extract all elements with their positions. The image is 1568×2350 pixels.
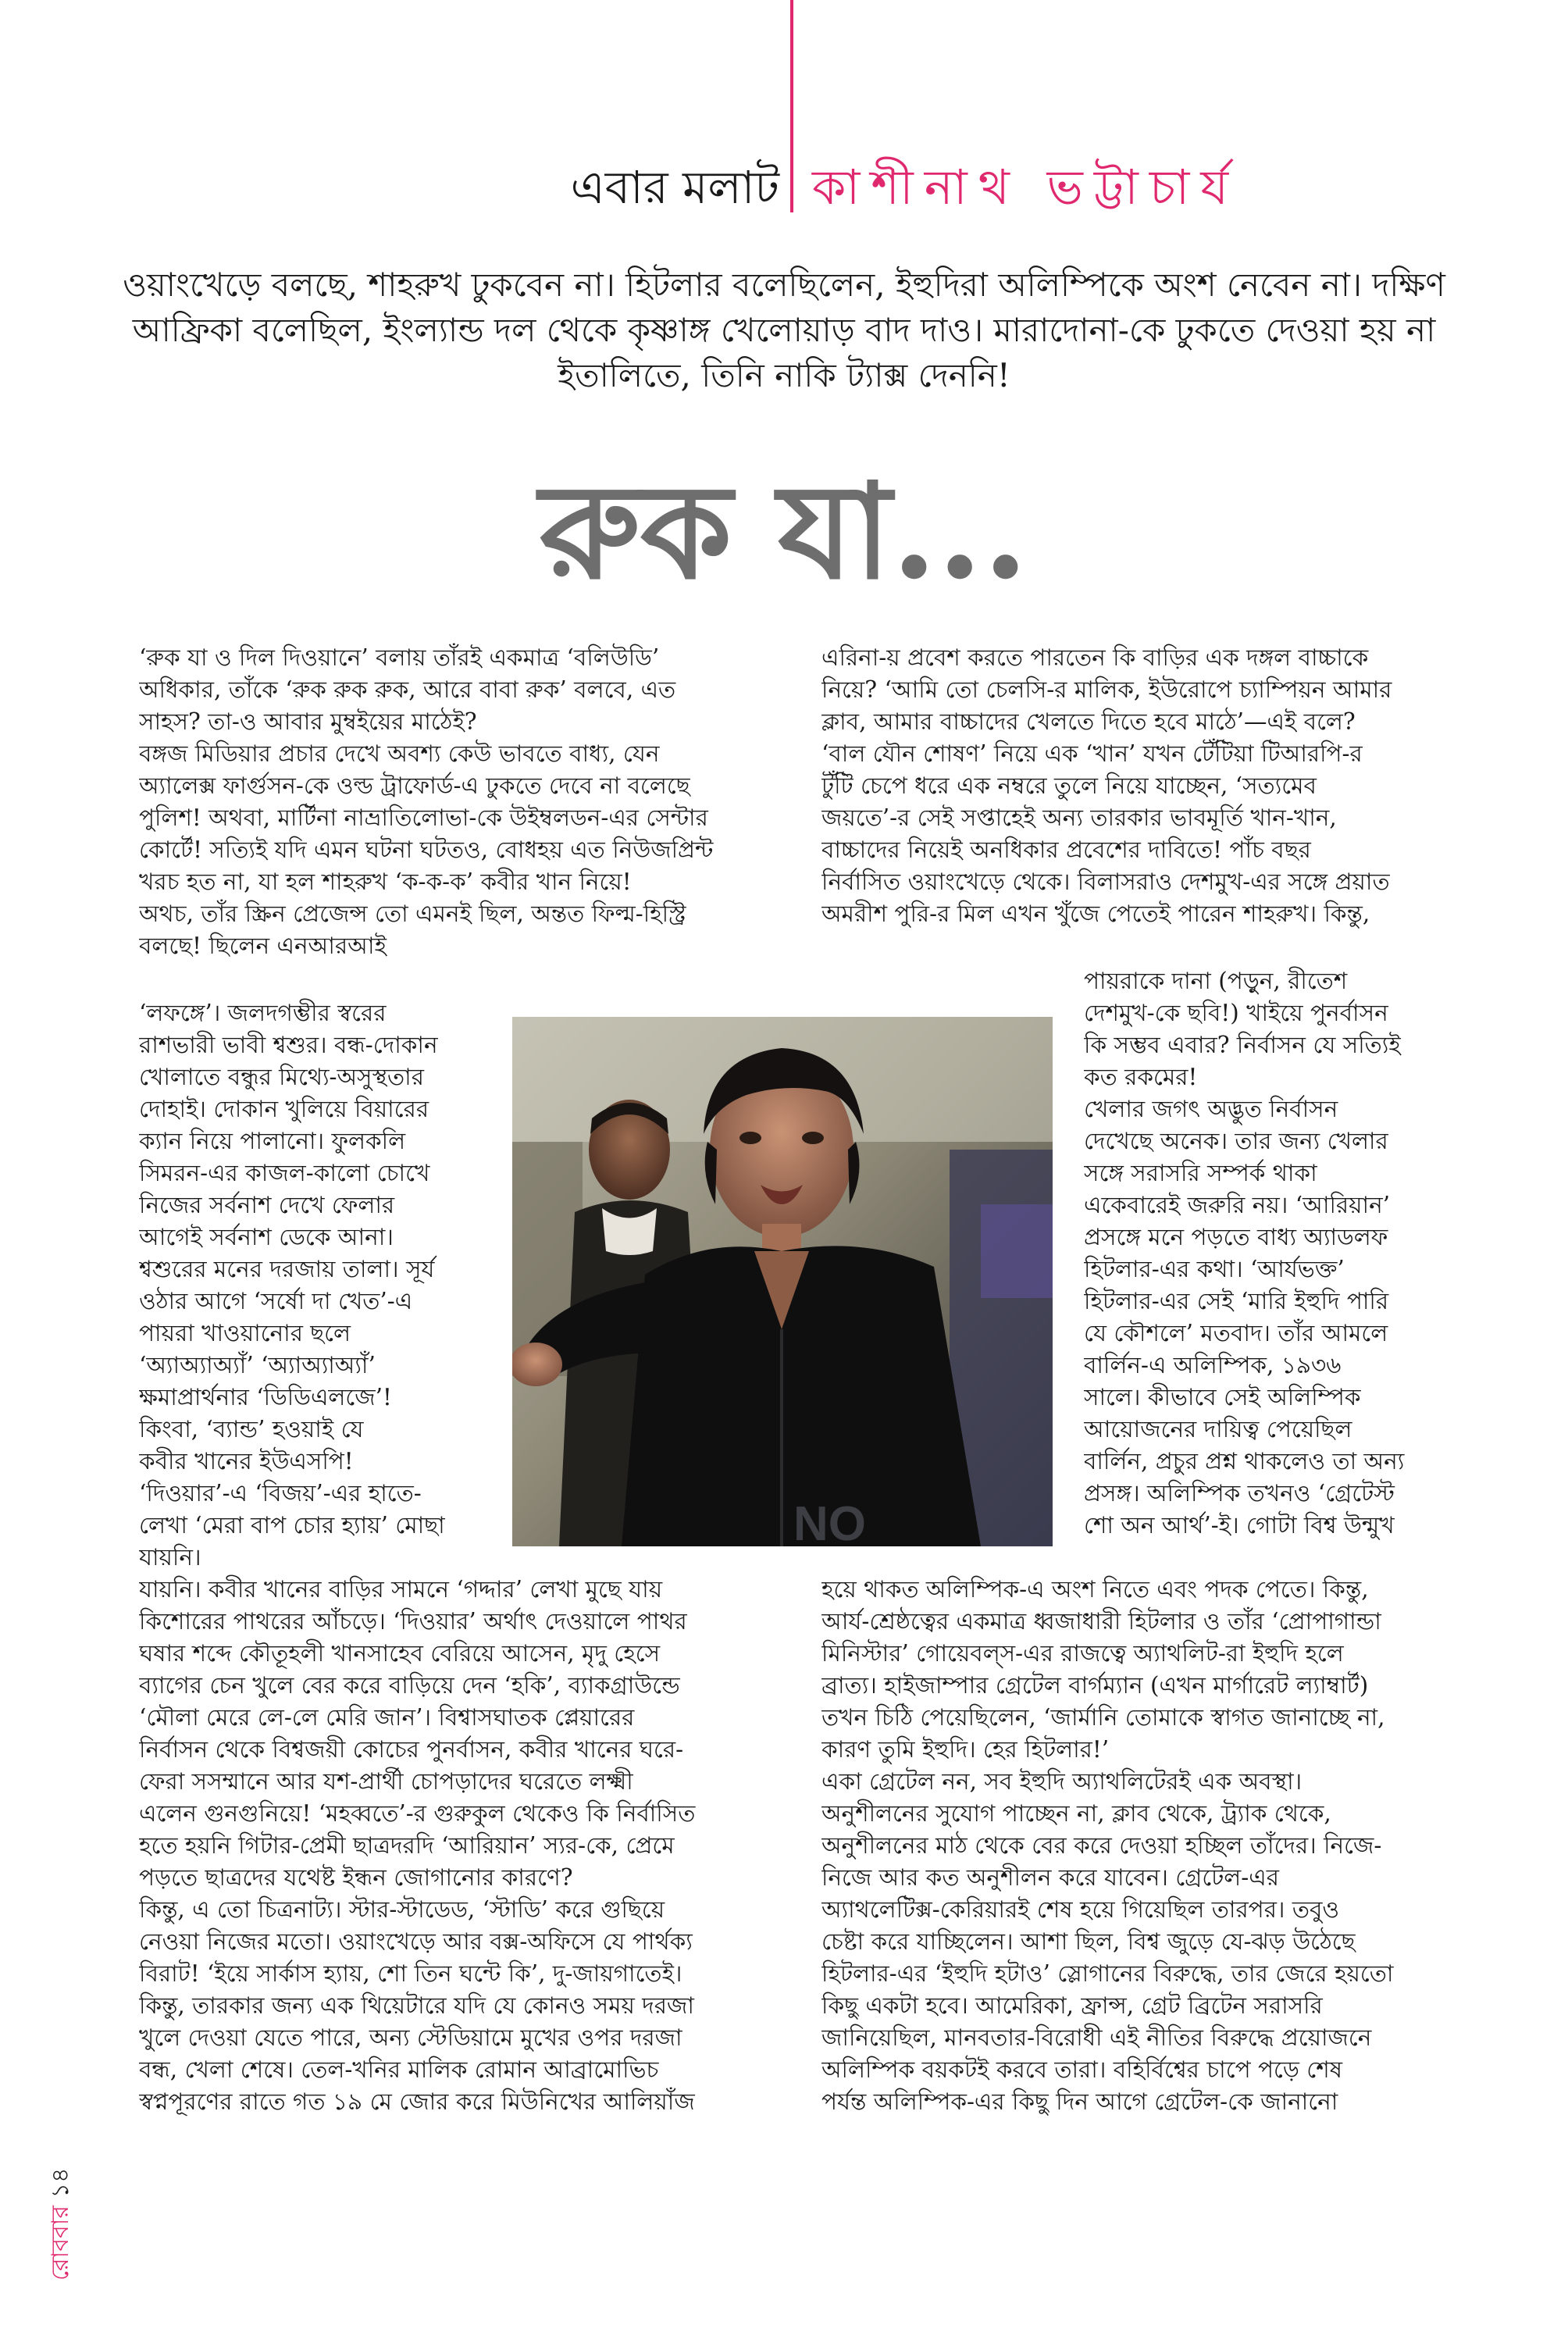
text-line: কিন্তু, তারকার জন্য এক থিয়েটারে যদি যে কোনও সময় দরজা — [139, 1992, 694, 2019]
text-line: অনুশীলনের মাঠ থেকে বের করে দেওয়া হচ্ছিল তাঁদের। নিজে- — [821, 1832, 1382, 1859]
column-right-bottom — [821, 1574, 1454, 2118]
text-line: হিটলার-এর সেই ‘মারি ইহুদি পারি — [1084, 1288, 1389, 1314]
text-line: সঙ্গে সরাসরি সম্পর্ক থাকা — [1084, 1160, 1317, 1186]
text-line: বার্লিন-এ অলিম্পিক, ১৯৩৬ — [1084, 1352, 1342, 1378]
text-line: কিংবা, ‘ব্যান্ড’ হওয়াই যে — [139, 1416, 364, 1442]
page-number: ১৪ — [47, 2167, 74, 2198]
text-line: ‘লফঙ্গে’। জলদগম্ভীর স্বরের — [139, 1000, 387, 1026]
text-line: দোহাই। দোকান খুলিয়ে বিয়ারের — [139, 1096, 429, 1122]
text-line: পায়রা খাওয়ানোর ছলে — [139, 1320, 351, 1346]
text-line: ‘দিওয়ার’-এ ‘বিজয়’-এর হাতে- — [139, 1480, 422, 1507]
text-line: আয়োজনের দায়িত্ব পেয়েছিল — [1084, 1416, 1352, 1442]
text-line: এলেন গুনগুনিয়ে! ‘মহব্বতে’-র গুরুকুল থেকেও কি নির্বাসিত — [139, 1800, 696, 1827]
text-line: যায়নি। কবীর খানের বাড়ির সামনে ‘গদ্দার’ লেখা মুছে যায় — [139, 1576, 663, 1603]
text-line: নিজের সর্বনাশ দেখে ফেলার — [139, 1192, 395, 1218]
text-line: চেষ্টা করে যাচ্ছিলেন। আশা ছিল, বিশ্ব জুড়ে যে-ঝড় উঠেছে — [821, 1928, 1356, 1955]
text-line: নির্বাসিত ওয়াংখেড়ে থেকে। বিলাসরাও দেশমুখ-এর সঙ্গে প্রয়াত — [821, 868, 1390, 895]
column-right-top — [821, 642, 1446, 930]
text-line: বিরাট! ‘ইয়ে সার্কাস হ্যায়, শো তিন ঘন্টে কি’, দু-জায়গাতেই। — [139, 1960, 682, 1987]
text-line: ক্যান নিয়ে পালানো। ফুলকলি — [139, 1128, 406, 1154]
intro-line: ইতালিতে, তিনি নাকি ট্যাক্স দেননি! — [558, 356, 1010, 394]
text-line: অধিকার, তাঁকে ‘রুক রুক রুক, আরে বাবা রুক’ বলবে, এত — [139, 676, 676, 703]
text-line: ‘রুক যা ও দিল দিওয়ানে’ বলায় তাঁরই একমাত্র ‘বলিউডি’ — [139, 644, 660, 671]
text-line: ঘষার শব্দে কৌতূহলী খানসাহেব বেরিয়ে আসেন, মৃদু হেসে — [139, 1640, 661, 1667]
text-line: পুলিশ! অথবা, মার্টিনা নাভ্রাতিলোভা-কে উইম্বলডন-এর সেন্টার — [139, 804, 708, 831]
text-line: বন্ধ, খেলা শেষে। তেল-খনির মালিক রোমান আব্রামোভিচ — [139, 2056, 659, 2083]
text-line: এরিনা-য় প্রবেশ করতে পারতেন কি বাড়ির এক দঙ্গল বাচ্চাকে — [821, 644, 1369, 671]
text-line: ‘বাল যৌন শোষণ’ নিয়ে এক ‘খান’ যখন টেঁটিয়া টিআরপি-র — [821, 740, 1363, 767]
page-footer — [45, 2093, 77, 2288]
text-line: বঙ্গজ মিডিয়ার প্রচার দেখে অবশ্য কেউ ভাবতে বাধ্য, যেন — [139, 740, 660, 767]
text-line: ‘অ্যাঅ্যাঅ্যাঁ’ ‘অ্যাঅ্যাঅ্যাঁ’ — [139, 1352, 376, 1378]
text-line: নির্বাসন থেকে বিশ্বজয়ী কোচের পুনর্বাসন, কবীর খানের ঘরে- — [139, 1736, 684, 1763]
text-line: সালে। কীভাবে সেই অলিম্পিক — [1084, 1384, 1361, 1410]
text-line: স্বপ্নপূরণের রাতে গত ১৯ মে জোর করে মিউনিখের আলিয়াঁজ — [139, 2088, 695, 2115]
text-line: আর্য-শ্রেষ্ঠত্বের একমাত্র ধ্বজাধারী হিটলার ও তাঁর ‘প্রোপাগান্ডা — [821, 1608, 1381, 1635]
intro-standfirst — [117, 262, 1451, 398]
text-line: খুলে দেওয়া যেতে পারে, অন্য স্টেডিয়ামে মুখের ওপর দরজা — [139, 2024, 682, 2051]
text-line: অথচ, তাঁর স্ক্রিন প্রেজেন্স তো এমনই ছিল, অন্তত ফিল্ম-হিস্ট্রি — [139, 900, 686, 927]
text-line: ক্লাব, আমার বাচ্চাদের খেলতে দিতে হবে মাঠে’—এই বলে? — [821, 708, 1356, 735]
text-line: জয়তে’-র সেই সপ্তাহেই অন্য তারকার ভাবমূর্তি খান-খান, — [821, 804, 1337, 831]
header — [0, 160, 1568, 215]
column-right-side — [1084, 965, 1451, 1542]
text-line: কিন্তু, এ তো চিত্রনাট্য। স্টার-স্টাডেড, ‘স্টাডি’ করে গুছিয়ে — [139, 1896, 665, 1923]
text-line: কত রকমের! — [1084, 1064, 1198, 1090]
intro-line: ওয়াংখেড়ে বলছে, শাহরুখ ঢুকবেন না। হিটলার বলেছিলেন, ইহুদিরা অলিম্পিকে অংশ নেবেন না। দক্ষিণ — [123, 266, 1445, 304]
text-line: লেখা ‘মেরা বাপ চোর হ্যায়’ মোছা — [139, 1512, 445, 1539]
text-line: দেশমুখ-কে ছবি!) খাইয়ে পুনর্বাসন — [1084, 1000, 1388, 1026]
text-line: সিমরন-এর কাজল-কালো চোখে — [139, 1160, 430, 1186]
text-line: তখন চিঠি পেয়েছিলেন, ‘জার্মানি তোমাকে স্বাগত জানাচ্ছে না, — [821, 1704, 1385, 1731]
text-line: খেলার জগৎ অদ্ভুত নির্বাসন — [1084, 1096, 1338, 1122]
column-left-top — [139, 642, 787, 962]
text-line: হিটলার-এর কথা। ‘আর্যভক্ত’ — [1084, 1256, 1345, 1282]
magazine-name: রোববার — [47, 2206, 74, 2280]
text-line: প্রসঙ্গে মনে পড়তে বাধ্য অ্যাডলফ — [1084, 1224, 1388, 1250]
text-line: খোলাতে বন্ধুর মিথ্যে-অসুস্থতার — [139, 1064, 424, 1090]
text-line: কারণ তুমি ইহুদি। হের হিটলার!’ — [821, 1736, 1110, 1763]
text-line: মিনিস্টার’ গোয়েবল্‌স-এর রাজত্বে অ্যাথলিট-রা ইহুদি হলে — [821, 1640, 1344, 1667]
author-byline: কাশীনাথ ভট্টাচার্য — [812, 159, 1240, 216]
shirt-lettering: NO — [793, 1497, 866, 1546]
column-left-bottom — [139, 1574, 787, 2118]
text-line: হয়ে থাকত অলিম্পিক-এ অংশ নিতে এবং পদক পেতে। কিন্তু, — [821, 1576, 1369, 1603]
text-line: দেখেছে অনেক। তার জন্য খেলার — [1084, 1128, 1388, 1154]
text-line: ব্রাত্য। হাইজাম্পার গ্রেটেল বার্গম্যান (এখন মার্গারেট ল্যাম্বার্ট) — [821, 1672, 1369, 1699]
text-line: ক্ষমাপ্রার্থনার ‘ডিডিএলজে’! — [139, 1384, 392, 1410]
text-line: অ্যালেক্স ফার্গুসন-কে ওল্ড ট্রাফোর্ড-এ ঢুকতে দেবে না বলেছে — [139, 772, 690, 799]
text-line: অনুশীলনের সুযোগ পাচ্ছেন না, ক্লাব থেকে, ট্র্যাক থেকে, — [821, 1800, 1331, 1827]
article-headline: রুক যা... — [540, 454, 1028, 608]
text-line: কোর্টে! সত্যিই যদি এমন ঘটনা ঘটতও, বোধহয় এত নিউজপ্রিন্ট — [139, 836, 714, 863]
text-line: নিজে আর কত অনুশীলন করে যাবেন। গ্রেটেল-এর — [821, 1864, 1279, 1891]
text-line: টুঁটি চেপে ধরে এক নম্বরে তুলে নিয়ে যাচ্ছেন, ‘সত্যমেব — [821, 772, 1317, 799]
text-line: শো অন আর্থ’-ই। গোটা বিশ্ব উন্মুখ — [1084, 1512, 1395, 1539]
text-line: নিয়ে? ‘আমি তো চেলসি-র মালিক, ইউরোপে চ্যাম্পিয়ন আমার — [821, 676, 1392, 703]
text-line: অ্যাথলেটিক্স-কেরিয়ারই শেষ হয়ে গিয়েছিল তারপর। তবুও — [821, 1896, 1340, 1923]
text-line: রাশভারী ভাবী শ্বশুর। বন্ধ-দোকান — [139, 1032, 438, 1058]
text-line: বলছে! ছিলেন এনআরআই — [139, 933, 387, 959]
text-line: খরচ হত না, যা হল শাহরুখ ‘ক-ক-ক’ কবীর খান নিয়ে! — [139, 868, 632, 895]
text-line: যে কৌশলে’ মতবাদ। তাঁর আমলে — [1084, 1320, 1388, 1346]
text-line: পর্যন্ত অলিম্পিক-এর কিছু দিন আগে গ্রেটেল-কে জানানো — [821, 2088, 1338, 2115]
text-line: পড়তে ছাত্রদের যথেষ্ট ইন্ধন জোগানোর কারণে? — [139, 1864, 573, 1891]
text-line: কিশোরের পাথরের আঁচড়ে। ‘দিওয়ার’ অর্থাৎ দেওয়ালে পাথর — [139, 1608, 687, 1635]
text-line: ‘মৌলা মেরে লে-লে মেরি জান’। বিশ্বাসঘাতক প্লেয়ারের — [139, 1704, 635, 1731]
text-line: জানিয়েছিল, মানবতার-বিরোধী এই নীতির বিরুদ্ধে প্রয়োজনে — [821, 2024, 1372, 2051]
section-kicker: এবার মলাট — [570, 161, 779, 214]
text-line: সাহস? তা-ও আবার মুম্বইয়ের মাঠেই? — [139, 708, 477, 735]
text-line: প্রসঙ্গ। অলিম্পিক তখনও ‘গ্রেটেস্ট — [1084, 1480, 1395, 1507]
text-line: হিটলার-এর ‘ইহুদি হটাও’ স্লোগানের বিরুদ্ধে, তার জেরে হয়তো — [821, 1960, 1394, 1987]
text-line: কি সম্ভব এবার? নির্বাসন যে সত্যিই — [1084, 1032, 1401, 1058]
text-line: একেবারেই জরুরি নয়। ‘আরিয়ান’ — [1084, 1192, 1391, 1218]
text-line: অলিম্পিক বয়কটই করবে তারা। বহির্বিশ্বের চাপে পড়ে শেষ — [821, 2056, 1342, 2083]
text-line: ব্যাগের চেন খুলে বের করে বাড়িয়ে দেন ‘হকি’, ব্যাকগ্রাউন্ডে — [139, 1672, 680, 1699]
text-line: একা গ্রেটেল নন, সব ইহুদি অ্যাথলিটেরই এক অবস্থা। — [821, 1768, 1303, 1795]
text-line: পায়রাকে দানা (পড়ুন, রীতেশ — [1084, 968, 1348, 994]
text-line: আগেই সর্বনাশ ডেকে আনা। — [139, 1224, 394, 1250]
intro-line: আফ্রিকা বলেছিল, ইংল্যান্ড দল থেকে কৃষ্ণাঙ্গ খেলোয়াড় বাদ দাও। মারাদোনা-কে ঢুকতে দেওয়া হয় না — [132, 311, 1436, 349]
article-photo — [512, 1017, 1053, 1546]
text-line: হতে হয়নি গিটার-প্রেমী ছাত্রদরদি ‘আরিয়ান’ স্যর-কে, প্রেমে — [139, 1832, 675, 1859]
text-line: যায়নি। — [139, 1544, 201, 1571]
text-line: বার্লিন, প্রচুর প্রশ্ন থাকলেও তা অন্য — [1084, 1448, 1405, 1475]
text-line: অমরীশ পুরি-র মিল এখন খুঁজে পেতেই পারেন শাহরুখ। কিন্তু, — [821, 900, 1370, 927]
text-line: ওঠার আগে ‘সর্ষো দা খেত’-এ — [139, 1288, 413, 1314]
text-line: শ্বশুরের মনের দরজায় তালা। সূর্য — [139, 1256, 435, 1282]
text-line: বাচ্চাদের নিয়েই অনধিকার প্রবেশের দাবিতে! পাঁচ বছর — [821, 836, 1311, 863]
text-line: নেওয়া নিজের মতো। ওয়াংখেড়ে আর বক্স-অফিসে যে পার্থক্য — [139, 1928, 693, 1955]
text-line: কবীর খানের ইউএসপি! — [139, 1448, 354, 1475]
column-left-side — [139, 997, 475, 1574]
text-line: কিছু একটা হবে। আমেরিকা, ফ্রান্স, গ্রেট ব্রিটেন সরাসরি — [821, 1992, 1323, 2019]
folio — [45, 2093, 77, 2280]
text-line: ফেরা সসম্মানে আর যশ-প্রার্থী চোপড়াদের ঘরেতে লক্ষ্মী — [139, 1768, 633, 1795]
